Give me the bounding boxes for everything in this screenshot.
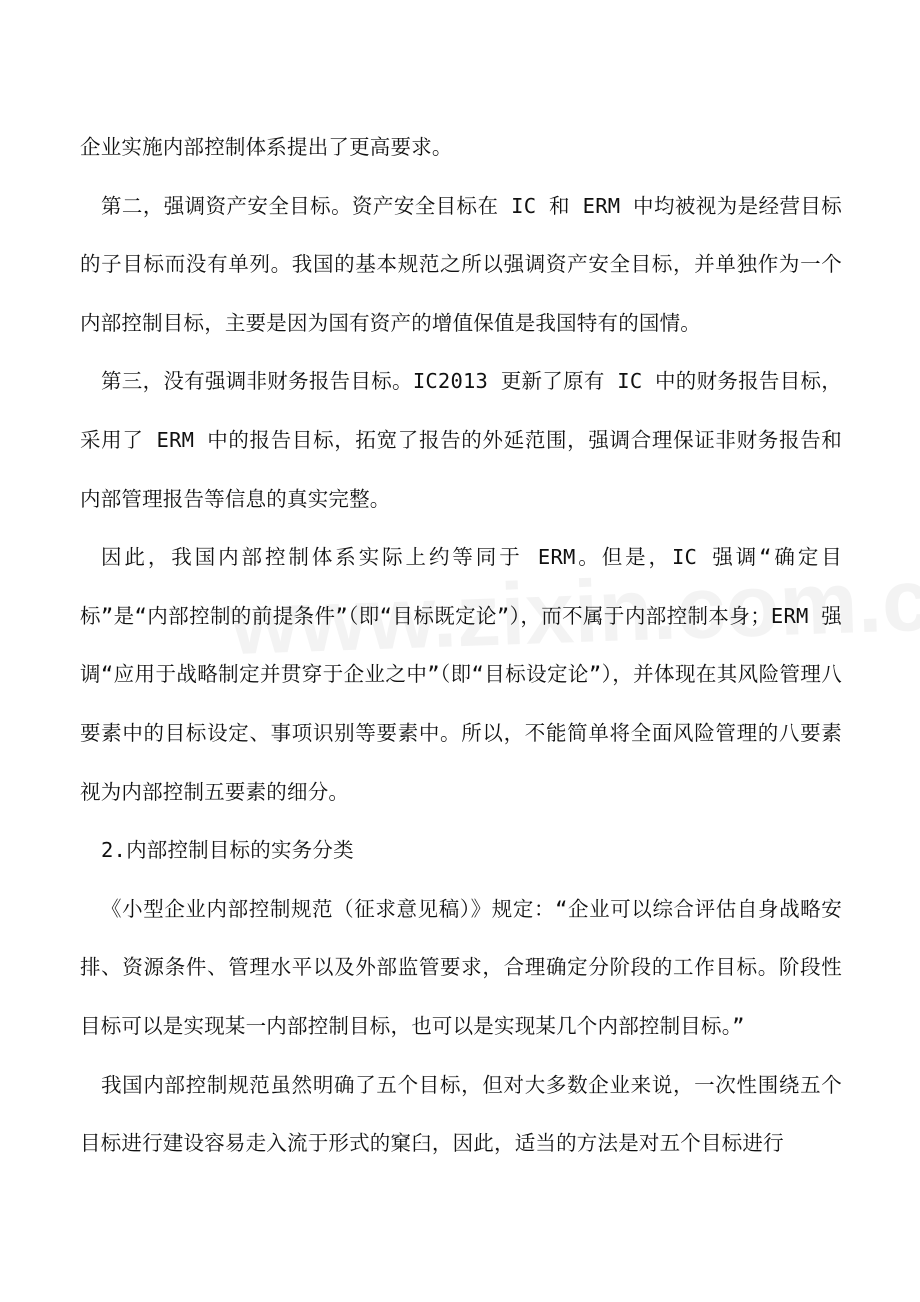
section-heading: 2.内部控制目标的实务分类 [101, 838, 354, 863]
paragraph-continuation: 企业实施内部控制体系提出了更高要求。 [80, 135, 453, 159]
paragraph-non-financial-reporting: 第三，没有强调非财务报告目标。IC2013 更新了原有 IC 中的财务报告目标，采用了 ERM 中的报告目标，拓宽了报告的外延范围，强调合理保证非财务报告和内部管理报告等信息的真实完整。 [80, 369, 842, 511]
paragraph-erm-comparison: 因此，我国内部控制体系实际上约等同于 ERM。但是，IC 强调“确定目标”是“内部控制的前提条件”（即“目标既定论”），而不属于内部控制本身；ERM 强调“应用于战略制定并贯穿于企业之中”（即“目标设定论”），并体现在其风险管理八要素中的目标设定、事项识别等要素中。所以，不能简单将全面风险管理的八要素视为内部控制五要素的细分。 [80, 545, 842, 804]
paragraph-small-enterprise-spec: 《小型企业内部控制规范（征求意见稿）》规定：“企业可以综合评估自身战略安排、资源条件、管理水平以及外部监管要求，合理确定分阶段的工作目标。阶段性目标可以是实现某一内部控制目标，也可以是实现某几个内部控制目标。” [80, 896, 842, 1038]
paragraph-five-objectives: 我国内部控制规范虽然明确了五个目标，但对大多数企业来说，一次性围绕五个目标进行建设容易走入流于形式的窠臼，因此，适当的方法是对五个目标进行 [80, 1072, 842, 1156]
paragraph-asset-safety: 第二，强调资产安全目标。资产安全目标在 IC 和 ERM 中均被视为是经营目标的子目标而没有单列。我国的基本规范之所以强调资产安全目标，并单独作为一个内部控制目标，主要是因为国有资产的增值保值是我国特有的国情。 [80, 193, 842, 335]
document-body [80, 118, 842, 1173]
